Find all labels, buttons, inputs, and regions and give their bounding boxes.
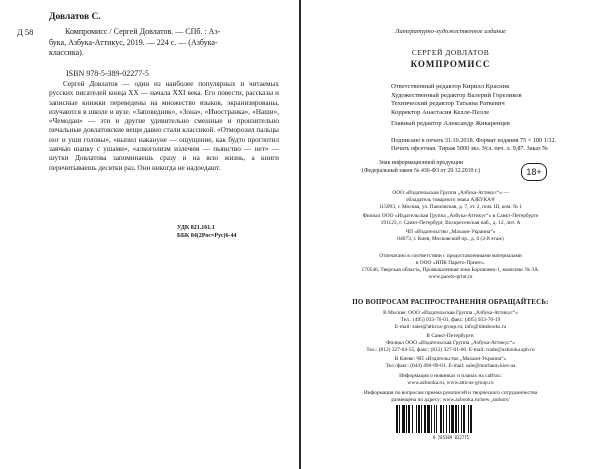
barcode-bar <box>406 405 407 433</box>
publisher-line: 04073, г. Киев, Московский пр., д. 6 (2-й этаж) <box>397 236 504 242</box>
manuscripts-block <box>301 390 600 404</box>
distribution-line: Тел./факс: (044) 490-99-01. E-mail: sale@machaon.kiev.ua <box>385 363 516 369</box>
distribution-line: E-mail: sales@atticus-group.ru; info@ideabooks.ru <box>394 324 507 330</box>
publisher-block <box>301 190 600 243</box>
distribution-line: В Санкт-Петербурге: <box>426 333 475 339</box>
barcode-bar <box>463 405 465 433</box>
genre-label: Литературно-художественное издание <box>395 28 506 35</box>
info-line: www.azbooka.ru, www.atticus-group.ru <box>407 380 494 386</box>
publisher-line: обладатель товарного знака АЗБУКА® <box>405 197 496 203</box>
bbk-code: ББК 84(2Рос=Рус)6-44 <box>177 232 237 239</box>
print-details <box>391 137 556 153</box>
info-line: Информация о новинках и планах на сайтах: <box>399 373 502 379</box>
barcode-bar <box>424 405 426 433</box>
classification-codes <box>177 225 237 240</box>
catalog-line: классика). <box>49 48 84 58</box>
distribution-block <box>301 310 600 370</box>
staff-line: Корректор Анастасия Келле-Пелле <box>391 108 490 116</box>
age-rating-badge: 18+ <box>521 163 547 181</box>
info-block <box>301 373 600 387</box>
barcode-bar <box>416 405 417 433</box>
udk-code: УДК 821.161.1 <box>177 225 215 231</box>
publisher-line: ЧП «Издательство „Махаон-Украина“» <box>405 229 496 235</box>
staff-line: Главный редактор Александр Жикаренцев <box>391 120 510 128</box>
barcode-bar <box>449 405 450 433</box>
barcode-bar <box>434 405 435 433</box>
barcode-bar <box>431 405 432 433</box>
manuscripts-line: Информация по вопросам приема рукописей и творческого сотрудничества <box>363 390 538 396</box>
barcode-bar <box>421 405 422 433</box>
staff-line: Технический редактор Татьяна Раткевич <box>391 100 505 108</box>
mark-line: Знак информационной продукции <box>378 160 464 166</box>
book-title: КОМПРОМИСС <box>410 59 491 69</box>
printer-line: Отпечатано в соответствии с предоставленными материалами <box>379 253 522 259</box>
barcode-bar <box>418 405 420 433</box>
barcode-bar <box>451 405 454 433</box>
barcode-bar <box>458 405 459 433</box>
catalog-entry <box>49 27 279 59</box>
publisher-line: ООО «Издательская Группа „Азбука-Аттикус“» — <box>392 190 509 196</box>
barcode-bar <box>470 405 472 433</box>
book-author: СЕРГЕЙ ДОВЛАТОВ <box>411 48 490 57</box>
barcode-bar <box>461 405 462 433</box>
abstract-text: Сергей Довлатов — один из наиболее популярных и читаемых русских писателей конца XX — начала XXI века. Его повести, рассказы и записные книжки переведены на множество языков, экранизированы, изучаются в школе и вузе. «Заповедник», «Зона», «Иностранка», «Наши», «Чемодан» — эти и другие удивительно смешные и пронзительно печальные довлатовские вещи давно стали классикой. «Отморозил пальцы ног и уши головы», «выпил накануне — ощущение, как будто проглотил заячью шапку с ушами», «алкоголизм излечим — пьянство — нет» — шутки Довлатова запоминаешь сразу и на всю жизнь, а книги перечитываешь десятки раз. Они никогда не надоедают. <box>49 80 279 172</box>
distribution-line: Филиал ООО «Издательская Группа „Азбука-Аттикус“» <box>386 340 515 346</box>
distribution-line: В Москве: ООО «Издательская Группа „Азбука-Аттикус“» <box>383 310 518 316</box>
info-mark <box>301 160 541 175</box>
publisher-line: Филиал ООО «Издательская Группа „Азбука-Аттикус“» в Санкт-Петербурге <box>362 213 539 219</box>
staff-list <box>391 83 522 129</box>
shelf-mark: Д 58 <box>17 27 34 37</box>
printer-line: 170546, Тверская область, Промышленная зона Боровлево-1, комплекс № 3А. <box>361 267 540 273</box>
barcode-bar <box>455 405 457 433</box>
barcode-number: 9 785389 022775 <box>432 435 470 440</box>
printer-line: www.pareto-print.ru <box>428 274 473 280</box>
staff-line: Ответственный редактор Кирилл Красник <box>391 83 510 90</box>
author-heading: Довлатов С. <box>49 12 101 22</box>
abstract <box>49 80 279 173</box>
barcode-bar <box>427 405 430 433</box>
distribution-line: Тел.: (495) 933-76-01, факс: (495) 933-76-19 <box>400 317 501 323</box>
printer-block <box>301 253 600 281</box>
barcode-bar <box>408 405 410 433</box>
barcode-bar <box>412 405 413 433</box>
catalog-line: бука, Азбука-Аттикус, 2019. — 224 с. — (Азбука- <box>49 37 218 47</box>
right-page <box>301 0 600 469</box>
isbn: ISBN 978-5-389-02277-5 <box>66 69 149 78</box>
manuscripts-line: размещена по адресу: www.azbooka.ru/new_authors/ <box>391 397 510 403</box>
barcode-bar <box>440 405 442 433</box>
distribution-line: Тел.: (812) 327-04-55, факс: (812) 327-01-60. E-mail: trade@azbooka.spb.ru <box>366 347 535 353</box>
publisher-line: 115093, г. Москва, ул. Павловская, д. 7, эт. 2, пом. III, ком. № 1 <box>378 204 523 210</box>
mark-line: (Федеральный закон № 436-ФЗ от 29.12.2010 г.) <box>362 167 480 174</box>
barcode-bar <box>399 405 400 433</box>
barcode-icon <box>396 405 506 433</box>
left-page <box>0 0 299 469</box>
barcode-bar <box>402 405 405 433</box>
barcode-bar <box>468 405 469 433</box>
catalog-line: Компромисс / Сергей Довлатов. — СПб. : Аз- <box>65 27 221 36</box>
distribution-heading: ПО ВОПРОСАМ РАСПРОСТРАНЕНИЯ ОБРАЩАЙТЕСЬ: <box>352 298 549 306</box>
barcode-bar <box>396 405 398 433</box>
print-line: Подписано в печать 31.10.2018. Формат издания 75 × 100 1/32. <box>391 137 557 144</box>
printer-line: в ООО «ИПК Парето-Принт». <box>415 260 486 266</box>
barcode-bar <box>443 405 444 433</box>
publisher-line: 191123, г. Санкт-Петербург, Воскресенская наб., д. 12, лит. А <box>380 220 521 226</box>
distribution-line: В Киеве: ЧП «Издательство „Махаон-Украина“» <box>394 356 507 362</box>
barcode-bar <box>436 405 437 433</box>
barcode-bar <box>446 405 447 433</box>
staff-line: Художественный редактор Валерий Гореликов <box>391 91 522 99</box>
print-line: Печать офсетная. Тираж 5000 экз. Усл. печ. л. 9,87. Заказ № <box>391 145 549 152</box>
